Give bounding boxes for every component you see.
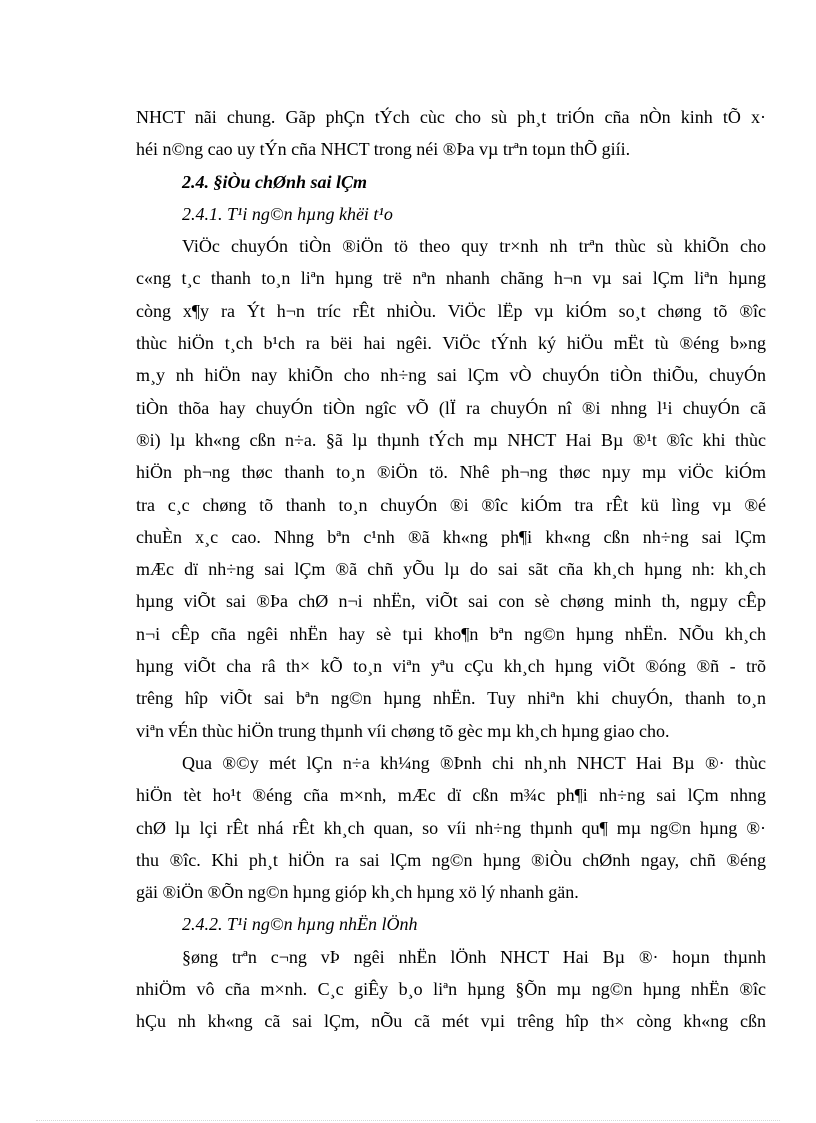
text-line: hiÖn ph¬ng thøc thanh to¸n ®iÖn tö. Nhê ph¬ng thøc nµy mµ viÖc kiÓm [136,462,766,483]
section-heading: 2.4. §iÒu chØnh sai lÇm [182,171,368,192]
text-line: chuÈn x¸c cao. Nhng bªn c¹nh ®ã kh«ng ph¶i kh«ng cßn nh÷ng sai lÇm [136,526,766,547]
text-line: hiÖn tèt ho¹t ®éng cña m×nh, mÆc dï cßn m¾c ph¶i nh÷ng sai lÇm nhng [136,785,766,806]
text-line: tra c¸c chøng tõ thanh to¸n chuyÓn ®i ®îc kiÓm tra rÊt kü lìng vµ ®é [136,494,766,515]
text-line: tiÒn thõa hay chuyÓn tiÒn ngîc vÕ (lÏ ra chuyÓn nî ®i nhng l¹i chuyÓn cã [136,397,766,418]
text-line: héi n©ng cao uy tÝn cña NHCT trong néi ®Þa vµ trªn toµn thÕ giíi. [136,139,631,160]
text-line: hµng viÕt sai ®Þa chØ n¬i nhËn, viÕt sai con sè chøng minh th, ngµy cÊp [136,591,766,612]
text-line: §øng trªn c¬ng vÞ ngêi nhËn lÖnh NHCT Hai Bµ ®· hoµn thµnh [182,946,766,967]
subsection-heading: 2.4.2. T¹i ng©n hµng nhËn lÖnh [182,914,418,935]
text-line: gäi ®iÖn ®Õn ng©n hµng gióp kh¸ch hµng xö lý nhanh gän. [136,882,579,903]
text-line: thùc hiÖn t¸ch b¹ch ra bëi hai ngêi. ViÖc tÝnh ký hiÖu mËt tù ®éng b»ng [136,333,766,354]
text-line: hµng viÕt cha râ th× kÕ to¸n viªn yªu cÇu kh¸ch hµng viÕt ®óng ®ñ - trõ [136,656,766,677]
text-line: Qua ®©y mét lÇn n÷a kh¼ng ®Þnh chi nh¸nh NHCT Hai Bµ ®· thùc [182,752,766,773]
text-line: trêng hîp viÕt sai bªn ng©n hµng nhËn. Tuy nhiªn khi chuyÓn, thanh to¸n [136,688,766,709]
text-line: mÆc dï nh÷ng sai lÇm ®ã chñ yÕu lµ do sai sãt cña kh¸ch hµng nh: kh¸ch [136,559,766,580]
text-line: nhiÖm vô cña m×nh. C¸c giÊy b¸o liªn hµng §Õn mµ ng©n hµng nhËn ®îc [136,979,766,1000]
text-line: viªn vÉn thùc hiÖn trung thµnh víi chøng tõ gèc mµ kh¸ch hµng giao cho. [136,720,670,741]
text-line: ViÖc chuyÓn tiÒn ®iÖn tö theo quy tr×nh nh trªn thùc sù khiÕn cho [182,236,766,257]
document-body [136,101,766,1038]
page-bottom-rule [36,1120,780,1121]
text-line: ®i) lµ kh«ng cßn n÷a. §ã lµ thµnh tÝch mµ NHCT Hai Bµ ®¹t ®îc khi thùc [136,429,766,450]
text-line: hÇu nh kh«ng cã sai lÇm, nÕu cã mét vµi trêng hîp th× còng kh«ng cßn [136,1011,766,1032]
subsection-heading: 2.4.1. T¹i ng©n hµng khëi t¹o [182,203,393,224]
text-line: chØ lµ lçi rÊt nhá rÊt kh¸ch quan, so víi nh÷ng thµnh qu¶ mµ ng©n hµng ®· [136,817,766,838]
text-line: NHCT nãi chung. Gãp phÇn tÝch cùc cho sù ph¸t triÓn cña nÒn kinh tÕ x· [136,107,766,127]
text-line: n¬i cÊp cña ngêi nhËn hay sè tµi kho¶n bªn ng©n hµng nhËn. NÕu kh¸ch [136,623,766,644]
text-line: c«ng t¸c thanh to¸n liªn hµng trë nªn nhanh chãng h¬n vµ sai lÇm liªn hµng [136,268,766,289]
text-line: còng x¶y ra Ýt h¬n tríc rÊt nhiÒu. ViÖc lËp vµ kiÓm so¸t chøng tõ ®îc [136,300,766,321]
text-line: m¸y nh hiÖn nay khiÕn cho nh÷ng sai lÇm vÒ chuyÓn tiÒn thiÕu, chuyÓn [136,365,766,386]
text-line: thu ®îc. Khi ph¸t hiÖn ra sai lÇm ng©n hµng ®iÒu chØnh ngay, chñ ®éng [136,849,766,870]
